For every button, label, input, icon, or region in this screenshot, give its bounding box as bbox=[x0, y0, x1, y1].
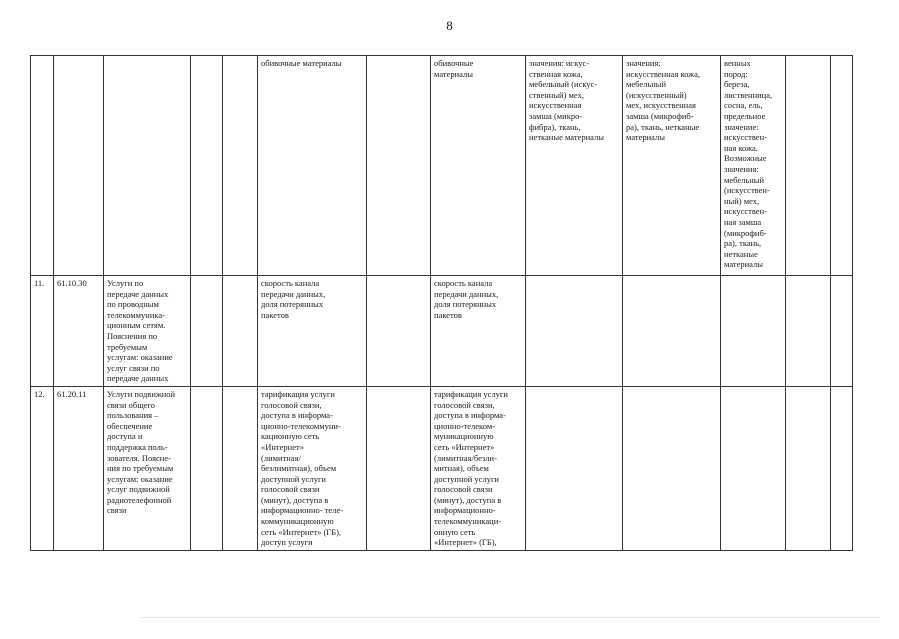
cell-characteristic: обивочные материалы bbox=[258, 56, 367, 276]
cell-characteristic: тарификация услуги голосовой связи, доступа в информа- ционно-телекоммуни- кационную сеть «Интернет» (лимитная/ безлимитная), объем доступной услуги голосовой связи (минут), доступа в информационно- теле- коммуникационную сеть «Интернет» (ГБ), доступ услуги bbox=[258, 386, 367, 550]
cell-value-3 bbox=[721, 386, 786, 550]
cell-okpd2-code bbox=[54, 56, 104, 276]
cell-characteristic: скорость канала передачи данных, доля потерянных пакетов bbox=[258, 276, 367, 387]
cell-col-7 bbox=[367, 56, 431, 276]
cell-col-7 bbox=[367, 386, 431, 550]
cell-col-12 bbox=[786, 386, 831, 550]
cell-number: 11. bbox=[31, 276, 54, 387]
cell-number bbox=[31, 56, 54, 276]
cell-col-13 bbox=[831, 56, 853, 276]
cell-col-4 bbox=[191, 276, 223, 387]
scan-artifact-line bbox=[140, 617, 880, 618]
cell-col-5 bbox=[223, 276, 258, 387]
table-row-12 bbox=[31, 386, 853, 550]
cell-item-name: Услуги по передаче данных по проводным телекоммуника- ционным сетям. Пояснения по требуемым услугам: оказание услуг связи по передаче данных bbox=[104, 276, 191, 387]
table-row-continued bbox=[31, 56, 853, 276]
cell-value-3: венных пород: береза, лиственница, сосна, ель, предельное значение: искусствен- ная кожа. Возможные значения: мебельный (искусствен- ный) мех, искусствен- ная замша (микрофиб- ра), ткань, нетканые материалы bbox=[721, 56, 786, 276]
specification-table bbox=[30, 55, 853, 551]
cell-characteristic-2: скорость канала передачи данных, доля потерянных пакетов bbox=[431, 276, 526, 387]
cell-number: 12. bbox=[31, 386, 54, 550]
cell-characteristic-2: обивочные материалы bbox=[431, 56, 526, 276]
cell-col-5 bbox=[223, 386, 258, 550]
cell-col-12 bbox=[786, 276, 831, 387]
cell-value-2: значения: искусственная кожа, мебельный (искусственный) мех, искусственная замша (микрофиб- ра), ткань, нетканые материалы bbox=[623, 56, 721, 276]
cell-value-1: значения: искус- ственная кожа, мебельный (искус- ственный) мех, искусственная замша (микро- фибра), ткань, нетканые материалы bbox=[526, 56, 623, 276]
cell-value-1 bbox=[526, 386, 623, 550]
cell-okpd2-code: 61.20.11 bbox=[54, 386, 104, 550]
cell-value-1 bbox=[526, 276, 623, 387]
cell-col-13 bbox=[831, 386, 853, 550]
cell-value-3 bbox=[721, 276, 786, 387]
cell-item-name bbox=[104, 56, 191, 276]
cell-characteristic-2: тарификация услуги голосовой связи, доступа в информа- ционно-телеком- муникационную сеть «Интернет» (лимитная/безли- митная), объем доступной услуги голосовой связи (минут), доступа в информационно- телекоммуникаци- онную сеть «Интернет» (ГБ), bbox=[431, 386, 526, 550]
table-row-11 bbox=[31, 276, 853, 387]
cell-col-7 bbox=[367, 276, 431, 387]
cell-col-13 bbox=[831, 276, 853, 387]
cell-col-4 bbox=[191, 386, 223, 550]
cell-col-12 bbox=[786, 56, 831, 276]
cell-value-2 bbox=[623, 386, 721, 550]
cell-item-name: Услуги подвижной связи общего пользования – обеспечение доступа и поддержка поль- зователя. Поясне- ния по требуемым услугам: оказание услуг подвижной радиотелефонной связи bbox=[104, 386, 191, 550]
cell-col-4 bbox=[191, 56, 223, 276]
page-number: 8 bbox=[446, 18, 453, 33]
cell-col-5 bbox=[223, 56, 258, 276]
cell-value-2 bbox=[623, 276, 721, 387]
cell-okpd2-code: 61.10.30 bbox=[54, 276, 104, 387]
